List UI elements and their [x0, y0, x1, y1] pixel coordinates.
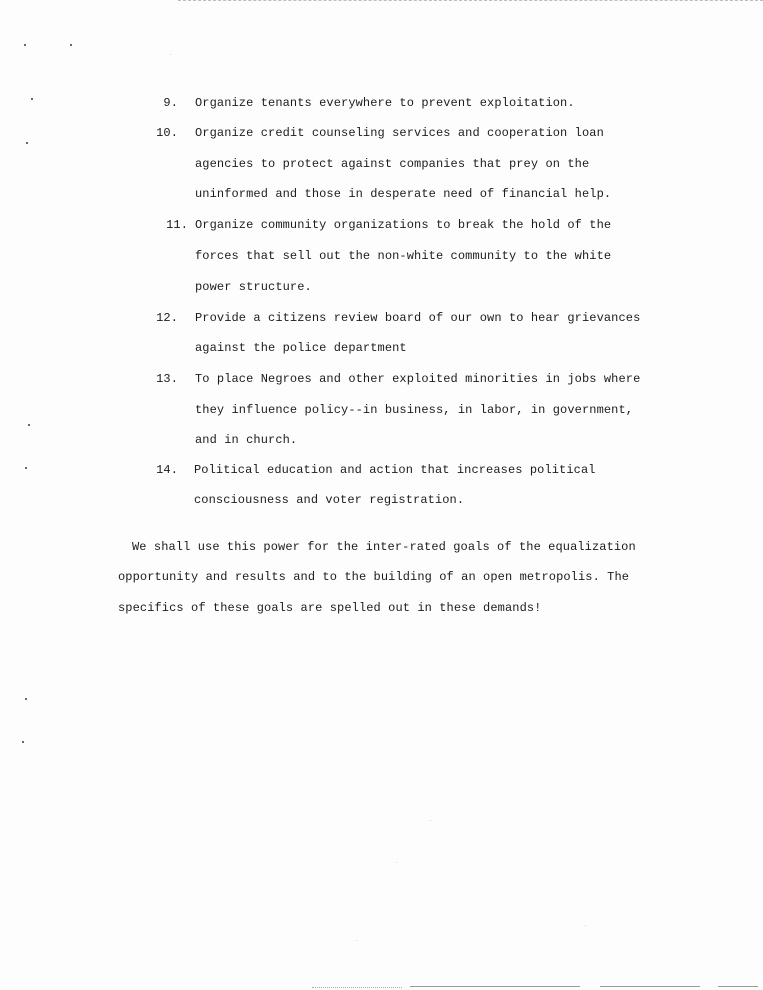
scan-speck: [24, 44, 26, 46]
item-number: 9.: [163, 96, 178, 110]
scan-speck: [585, 925, 586, 926]
item-number: 13.: [156, 372, 178, 386]
scan-speck: [28, 424, 30, 426]
item-text-line: against the police department: [195, 341, 407, 355]
scan-speck: [22, 741, 24, 743]
scan-speck: [170, 54, 171, 55]
scan-speck: [356, 940, 357, 941]
scan-speck: [25, 698, 27, 700]
bottom-scan-edge: [600, 986, 700, 987]
item-text-line: uninformed and those in desperate need of financial help.: [195, 187, 612, 201]
item-text-line: consciousness and voter registration.: [194, 493, 465, 507]
item-text-line: Organize community organizations to break the hold of the: [195, 218, 612, 232]
scan-speck: [396, 862, 397, 863]
item-number: 11.: [166, 218, 188, 232]
scan-speck: [31, 98, 33, 100]
scan-speck: [70, 44, 72, 46]
item-text-line: agencies to protect against companies that prey on the: [195, 157, 590, 171]
scan-speck: [430, 820, 431, 821]
item-text-line: power structure.: [195, 280, 312, 294]
item-number: 10.: [156, 126, 178, 140]
item-text-line: forces that sell out the non-white community to the white: [195, 249, 612, 263]
scan-speck: [26, 142, 28, 144]
scan-speck: [25, 467, 27, 469]
item-text-line: Organize tenants everywhere to prevent exploitation.: [195, 96, 575, 110]
closing-paragraph-line: specifics of these goals are spelled out in these demands!: [118, 601, 542, 615]
item-text-line: To place Negroes and other exploited minorities in jobs where: [195, 372, 641, 386]
bottom-scan-edge: [410, 986, 580, 987]
item-number: 12.: [156, 311, 178, 325]
top-scan-edge: [178, 0, 763, 3]
item-text-line: they influence policy--in business, in labor, in government,: [195, 403, 634, 417]
bottom-scan-edge: [718, 986, 758, 987]
item-text-line: Provide a citizens review board of our own to hear grievances: [195, 311, 641, 325]
item-number: 14.: [156, 463, 178, 477]
item-text-line: Organize credit counseling services and cooperation loan: [195, 126, 604, 140]
item-text-line: Political education and action that increases political: [194, 463, 596, 477]
closing-paragraph-line: We shall use this power for the inter-rated goals of the equalization: [132, 540, 636, 554]
item-text-line: and in church.: [195, 433, 298, 447]
closing-paragraph-line: opportunity and results and to the building of an open metropolis. The: [118, 570, 630, 584]
bottom-scan-edge: [312, 987, 402, 988]
